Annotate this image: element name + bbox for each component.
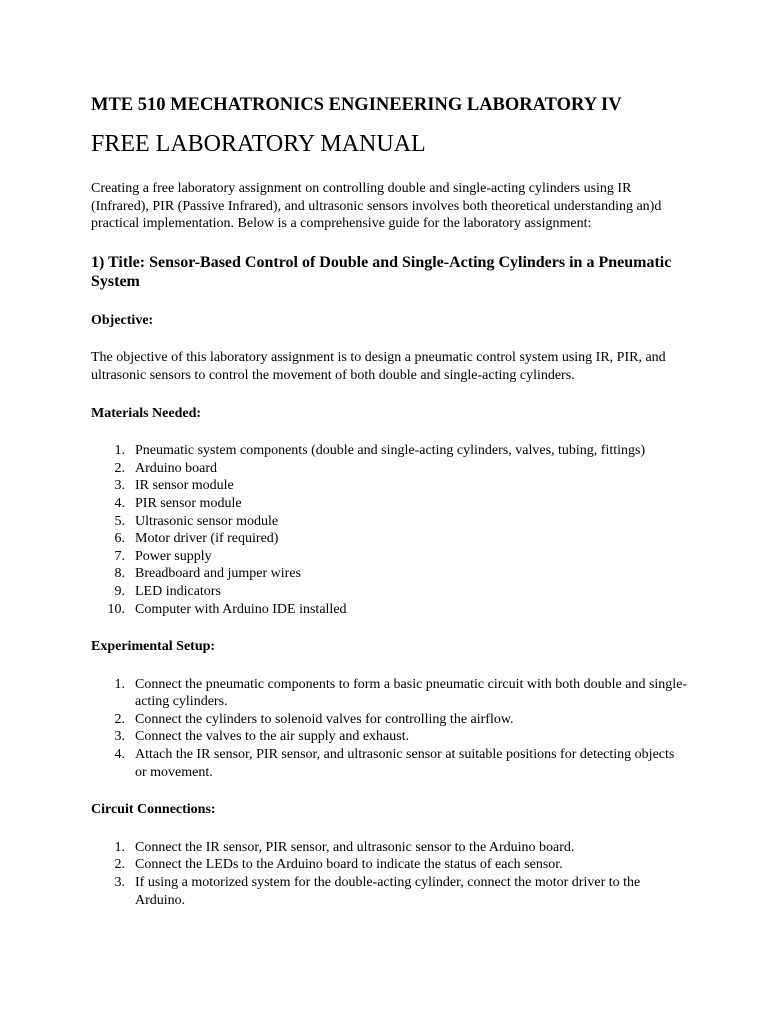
list-item-number: 2.	[114, 857, 125, 873]
section-title: 1) Title: Sensor-Based Control of Double and Single-Acting Cylinders in a Pneumatic System	[91, 253, 672, 291]
list-item-text: Breadboard and jumper wires	[135, 566, 301, 582]
list-item-text: Arduino board	[135, 460, 218, 476]
list-item	[91, 728, 688, 746]
setup-heading: Experimental Setup:	[91, 639, 216, 655]
list-item	[91, 856, 688, 874]
list-item	[91, 583, 688, 601]
list-item-text: If using a motorized system for the double-acting cylinder, connect the motor driver to the Arduino.	[135, 875, 641, 908]
intro-paragraph: Creating a free laboratory assignment on controlling double and single-acting cylinders using IR (Infrared), PIR (Passive Infrared), and ultrasonic sensors involves both theoretical understanding an)d practical implementation. Below is a comprehensive guide for the laboratory assignment:	[91, 181, 662, 232]
list-item-text: Connect the cylinders to solenoid valves for controlling the airflow.	[135, 711, 514, 727]
list-item-number: 3.	[114, 729, 125, 745]
list-item	[91, 746, 688, 781]
circuit-heading: Circuit Connections:	[91, 802, 216, 818]
list-item	[91, 601, 688, 619]
course-title: MTE 510 MECHATRONICS ENGINEERING LABORATORY IV	[91, 95, 622, 115]
list-item	[91, 676, 688, 711]
list-item-number: 6.	[114, 531, 125, 547]
list-item	[91, 513, 688, 531]
list-item-number: 3.	[114, 875, 125, 891]
list-item-text: Power supply	[135, 548, 212, 564]
list-item-text: Connect the valves to the air supply and exhaust.	[135, 729, 410, 745]
list-item	[91, 565, 688, 583]
list-item-number: 7.	[114, 548, 125, 564]
list-item-number: 1.	[114, 839, 125, 855]
list-item-text: IR sensor module	[135, 478, 234, 494]
list-item-text: Computer with Arduino IDE installed	[135, 601, 347, 617]
list-item-number: 1.	[114, 443, 125, 459]
list-item-text: Ultrasonic sensor module	[135, 513, 279, 529]
list-item	[91, 460, 688, 478]
list-item-number: 2.	[114, 711, 125, 727]
list-item	[91, 442, 688, 460]
list-item	[91, 548, 688, 566]
objective-heading: Objective:	[91, 312, 154, 328]
list-item-number: 5.	[114, 513, 125, 529]
list-item-number: 4.	[114, 495, 125, 511]
list-item-text: Motor driver (if required)	[135, 531, 279, 547]
list-item-text: Attach the IR sensor, PIR sensor, and ultrasonic sensor at suitable positions for detecting objects or movement.	[135, 747, 675, 780]
list-item	[91, 711, 688, 729]
list-item	[91, 530, 688, 548]
list-item-number: 9.	[114, 583, 125, 599]
circuit-list	[91, 839, 688, 909]
list-item-number: 1.	[114, 676, 125, 692]
list-item-text: Pneumatic system components (double and single-acting cylinders, valves, tubing, fittings)	[135, 443, 646, 459]
list-item-number: 3.	[114, 478, 125, 494]
list-item	[91, 495, 688, 513]
list-item-number: 4.	[114, 747, 125, 763]
manual-title: FREE LABORATORY MANUAL	[91, 131, 426, 157]
list-item	[91, 839, 688, 857]
materials-heading: Materials Needed:	[91, 405, 202, 421]
list-item-text: Connect the pneumatic components to form a basic pneumatic circuit with both double and single-acting cylinders.	[135, 676, 688, 710]
setup-list	[91, 676, 688, 782]
list-item	[91, 874, 688, 909]
list-item-text: LED indicators	[135, 583, 221, 599]
materials-list	[91, 442, 688, 618]
list-item	[91, 477, 688, 495]
list-item-text: Connect the IR sensor, PIR sensor, and ultrasonic sensor to the Arduino board.	[135, 839, 575, 855]
list-item-number: 10.	[107, 601, 125, 617]
list-item-number: 8.	[114, 566, 125, 582]
list-item-text: Connect the LEDs to the Arduino board to indicate the status of each sensor.	[135, 857, 563, 873]
list-item-text: PIR sensor module	[135, 495, 242, 511]
list-item-number: 2.	[114, 460, 125, 476]
objective-text: The objective of this laboratory assignment is to design a pneumatic control system using IR, PIR, and ultrasonic sensors to control the movement of both double and single-acting cylinders.	[91, 350, 666, 383]
